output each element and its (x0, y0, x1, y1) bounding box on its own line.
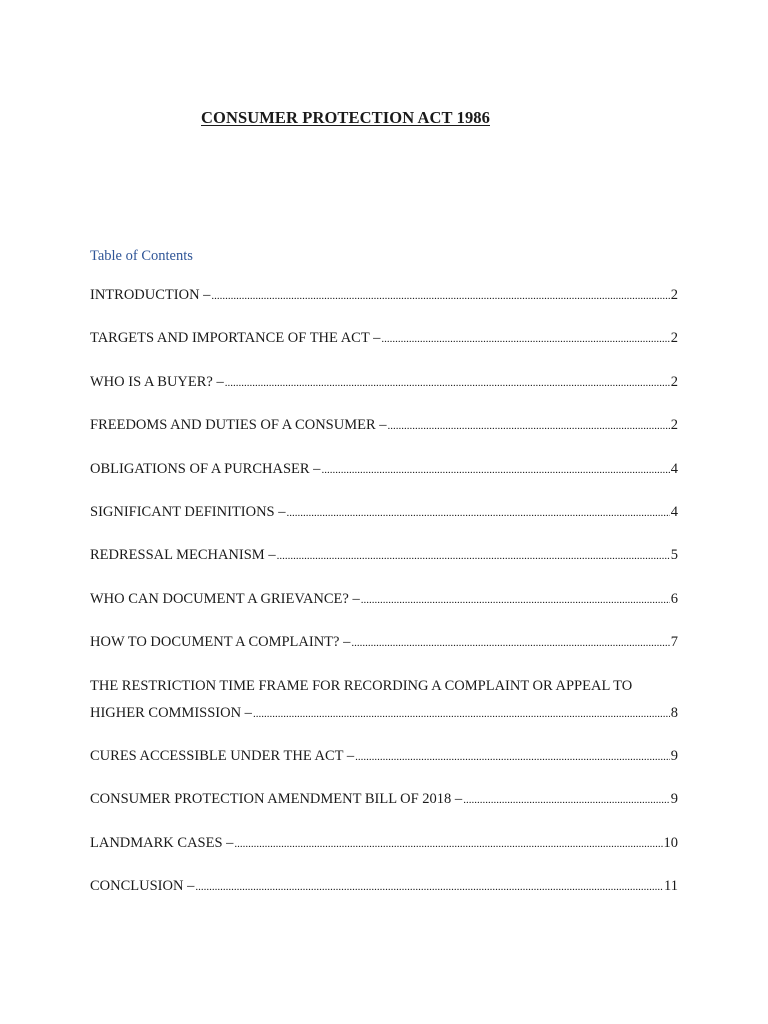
toc-entry-page: 2 (670, 417, 678, 434)
toc-leader-dots (211, 282, 669, 310)
toc-entry-landmark-cases[interactable] (90, 830, 678, 858)
toc-entry-page: 9 (670, 747, 678, 764)
toc-entry-targets-and-importance[interactable] (90, 325, 678, 353)
toc-heading: Table of Contents (90, 248, 193, 264)
toc-entry-who-can-document-a-grievance[interactable] (90, 586, 678, 614)
toc-entry-page: 4 (670, 460, 678, 477)
toc-leader-dots (463, 786, 670, 814)
toc-entry-text: CONSUMER PROTECTION AMENDMENT BILL OF 2018 – (90, 791, 463, 808)
toc-leader-dots (286, 499, 669, 527)
toc-leader-dots (195, 873, 663, 901)
toc-entry-text: FREEDOMS AND DUTIES OF A CONSUMER – (90, 417, 387, 434)
toc-entry-page: 2 (670, 287, 678, 303)
toc-leader-dots (355, 743, 670, 771)
toc-leader-dots (234, 830, 662, 858)
toc-entry-text: TARGETS AND IMPORTANCE OF THE ACT – (90, 330, 381, 347)
toc-entry-text: INTRODUCTION – (90, 287, 211, 303)
toc-entry-page: 4 (670, 503, 678, 520)
toc-leader-dots (361, 586, 670, 614)
toc-entry-redressal-mechanism[interactable] (90, 542, 678, 570)
toc-entry-cures-accessible[interactable] (90, 743, 678, 771)
toc-entry-page: 11 (664, 878, 678, 895)
toc-leader-dots (225, 369, 670, 397)
toc-leader-dots (381, 325, 669, 353)
toc-entry-introduction[interactable] (90, 282, 678, 310)
toc-entry-page: 2 (670, 373, 678, 390)
toc-leader-dots (277, 542, 670, 570)
toc-entry-text: OBLIGATIONS OF A PURCHASER – (90, 460, 321, 477)
toc-entry-text: WHO CAN DOCUMENT A GRIEVANCE? – (90, 590, 360, 607)
toc-entry-significant-definitions[interactable] (90, 499, 678, 527)
toc-leader-dots (321, 456, 669, 484)
toc-entry-page: 5 (670, 547, 678, 564)
table-of-contents (90, 282, 678, 916)
toc-entry-text: REDRESSAL MECHANISM – (90, 547, 276, 564)
toc-entry-text: SIGNIFICANT DEFINITIONS – (90, 503, 286, 520)
toc-entry-freedoms-and-duties[interactable] (90, 412, 678, 440)
toc-entry-text: CURES ACCESSIBLE UNDER THE ACT – (90, 747, 355, 764)
toc-leader-dots (388, 412, 670, 440)
toc-entry-page: 7 (670, 634, 678, 651)
toc-entry-who-is-a-buyer[interactable] (90, 369, 678, 397)
toc-entry-restriction-time-frame[interactable] (90, 673, 678, 728)
toc-entry-text: CONCLUSION – (90, 878, 195, 895)
toc-entry-conclusion[interactable] (90, 873, 678, 901)
toc-entry-page: 8 (670, 704, 678, 721)
toc-entry-page: 2 (670, 330, 678, 347)
toc-entry-amendment-bill-2018[interactable] (90, 786, 678, 814)
toc-leader-dots (253, 700, 670, 728)
toc-entry-text: WHO IS A BUYER? – (90, 373, 224, 390)
toc-entry-page: 10 (663, 834, 678, 851)
toc-entry-text: HIGHER COMMISSION – (90, 704, 252, 721)
toc-entry-page: 6 (670, 590, 678, 607)
toc-entry-obligations-of-a-purchaser[interactable] (90, 456, 678, 484)
toc-entry-how-to-document-a-complaint[interactable] (90, 629, 678, 657)
toc-entry-text: LANDMARK CASES – (90, 834, 234, 851)
page-title: CONSUMER PROTECTION ACT 1986 (201, 108, 490, 127)
toc-entry-page: 9 (670, 791, 678, 808)
toc-entry-text: HOW TO DOCUMENT A COMPLAINT? – (90, 634, 351, 651)
toc-entry-text-line1: THE RESTRICTION TIME FRAME FOR RECORDING A COMPLAINT OR APPEAL TO (90, 677, 633, 694)
toc-leader-dots (351, 629, 669, 657)
